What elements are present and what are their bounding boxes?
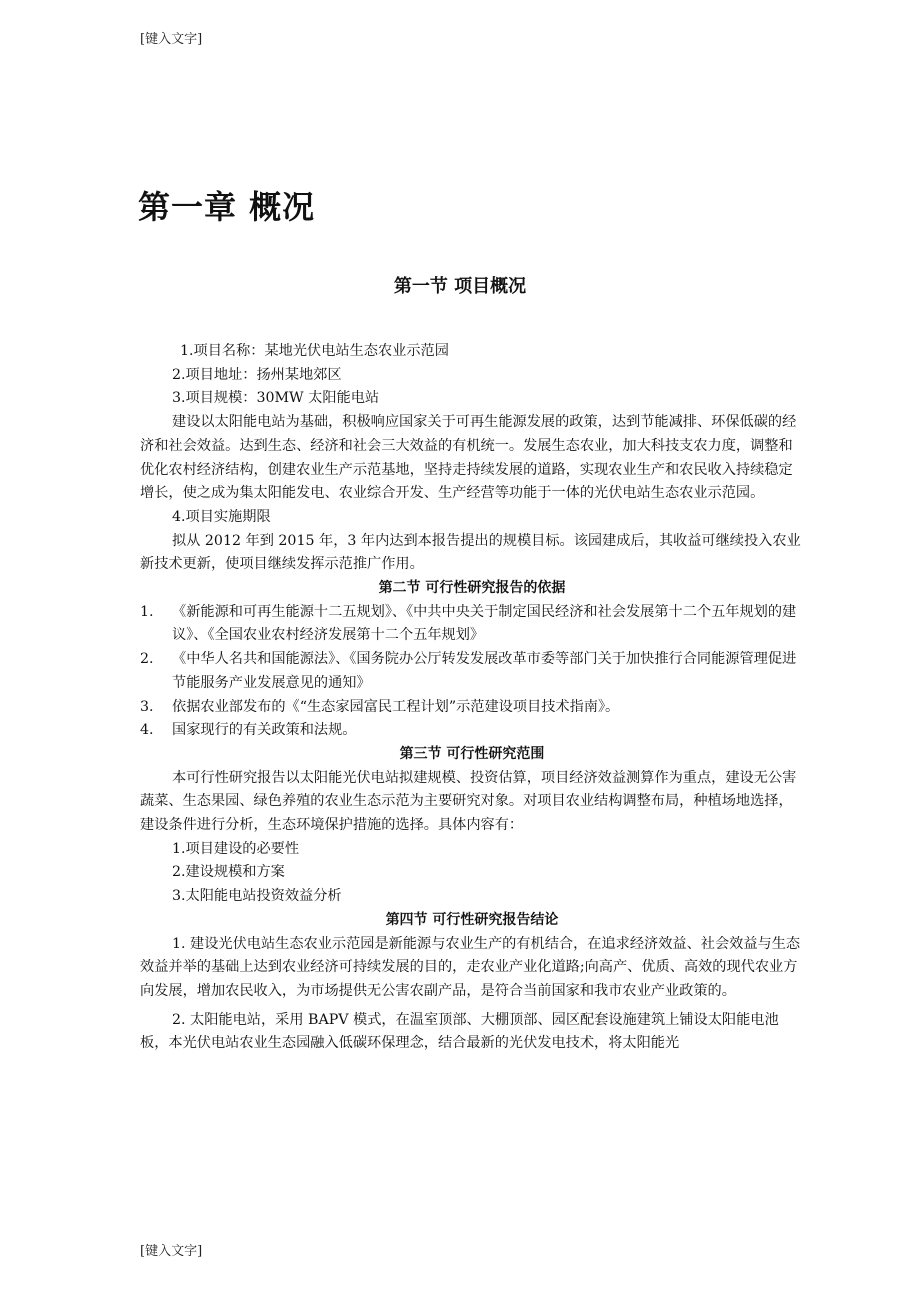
basis-item-text: 依据农业部发布的《“生态家园富民工程计划”示范建设项目技术指南》。: [172, 698, 620, 715]
scope-item: 2.建设规模和方案: [172, 864, 285, 881]
section-title-2: 第二节 可行性研究报告的依据: [378, 580, 566, 597]
section-title-4: 第四节 可行性研究报告结论: [385, 911, 559, 928]
scope-paragraph: 本可行性研究报告以太阳能光伏电站拟建规模、投资估算，项目经济效益测算作为重点，建设无公害蔬菜、生态果园、绿色养殖的农业生态示范为主要研究对象。对项目农业结构调整布局，种植场地选择，建设条件进行分析，生态环境保护措施的选择。具体内容有：: [140, 769, 797, 834]
project-overview-paragraph: 建设以太阳能电站为基础，积极响应国家关于可再生能源发展的政策，达到节能减排、环保低碳的经济和社会效益。达到生态、经济和社会三大效益的有机统一。发展生态农业，加大科技支农力度，调整和优化农村经济结构，创建农业生产示范基地，坚持走持续发展的道路，实现农业生产和农民收入持续稳定增长，使之成为集太阳能发电、农业综合开发、生产经营等功能于一体的光伏电站生态农业示范园。: [140, 414, 797, 502]
project-address-item: 2.项目地址：扬州某地郊区: [172, 366, 342, 383]
basis-item-number: 3.: [140, 698, 154, 715]
chapter-title: 第一章 概况: [138, 188, 316, 226]
basis-item-number: 4.: [140, 722, 154, 739]
section-title-1: 第一节 项目概况: [393, 276, 527, 297]
basis-item: [140, 696, 804, 720]
basis-item-number: 1.: [140, 603, 154, 620]
project-period-paragraph: 拟从 2012 年到 2015 年，3 年内达到本报告提出的规模目标。该园建成后，其收益可继续投入农业新技术更新，使项目继续发挥示范推广作用。: [140, 532, 801, 573]
project-name-item: 1.项目名称：某地光伏电站生态农业示范园: [180, 343, 449, 359]
project-period-item: 4.项目实施期限: [172, 508, 271, 525]
page-header[interactable]: [键入文字]: [140, 32, 203, 47]
basis-item-text: 《新能源和可再生能源十二五规划》、《中共中央关于制定国民经济和社会发展第十二个五年规划的建议》、《全国农业农村经济发展第十二个五年规划》: [172, 603, 797, 644]
basis-item-text: 国家现行的有关政策和法规。: [172, 722, 357, 739]
project-scale-item: 3.项目规模：30MW 太阳能电站: [172, 390, 380, 407]
basis-item: [140, 648, 804, 695]
page-footer[interactable]: [键入文字]: [140, 1244, 203, 1259]
section-title-3: 第三节 可行性研究范围: [399, 745, 545, 762]
basis-item-number: 2.: [140, 651, 154, 668]
basis-item: [140, 601, 804, 648]
conclusion-paragraph-2: 2. 太阳能电站，采用 BAPV 模式，在温室顶部、大棚顶部、园区配套设施建筑上铺设太阳能电池板，本光伏电站农业生态园融入低碳环保理念，结合最新的光伏发电技术，将太阳能光: [140, 1011, 779, 1052]
basis-item-text: 《中华人名共和国能源法》、《国务院办公厅转发发展改革市委等部门关于加快推行合同能源管理促进节能服务产业发展意见的通知》: [172, 651, 797, 691]
document-body: [140, 340, 804, 1056]
scope-item: 3.太阳能电站投资效益分析: [172, 888, 342, 905]
conclusion-paragraph-1: 1. 建设光伏电站生态农业示范园是新能源与农业生产的有机结合，在追求经济效益、社会效益与生态效益并举的基础上达到农业经济可持续发展的目的，走农业产业化道路;向高产、优质、高效的现代农业方向发展，增加农民收入，为市场提供无公害农副产品，是符合当前国家和我市农业产业政策的。: [140, 935, 801, 999]
basis-item: [140, 719, 804, 743]
scope-item: 1.项目建设的必要性: [172, 840, 300, 857]
